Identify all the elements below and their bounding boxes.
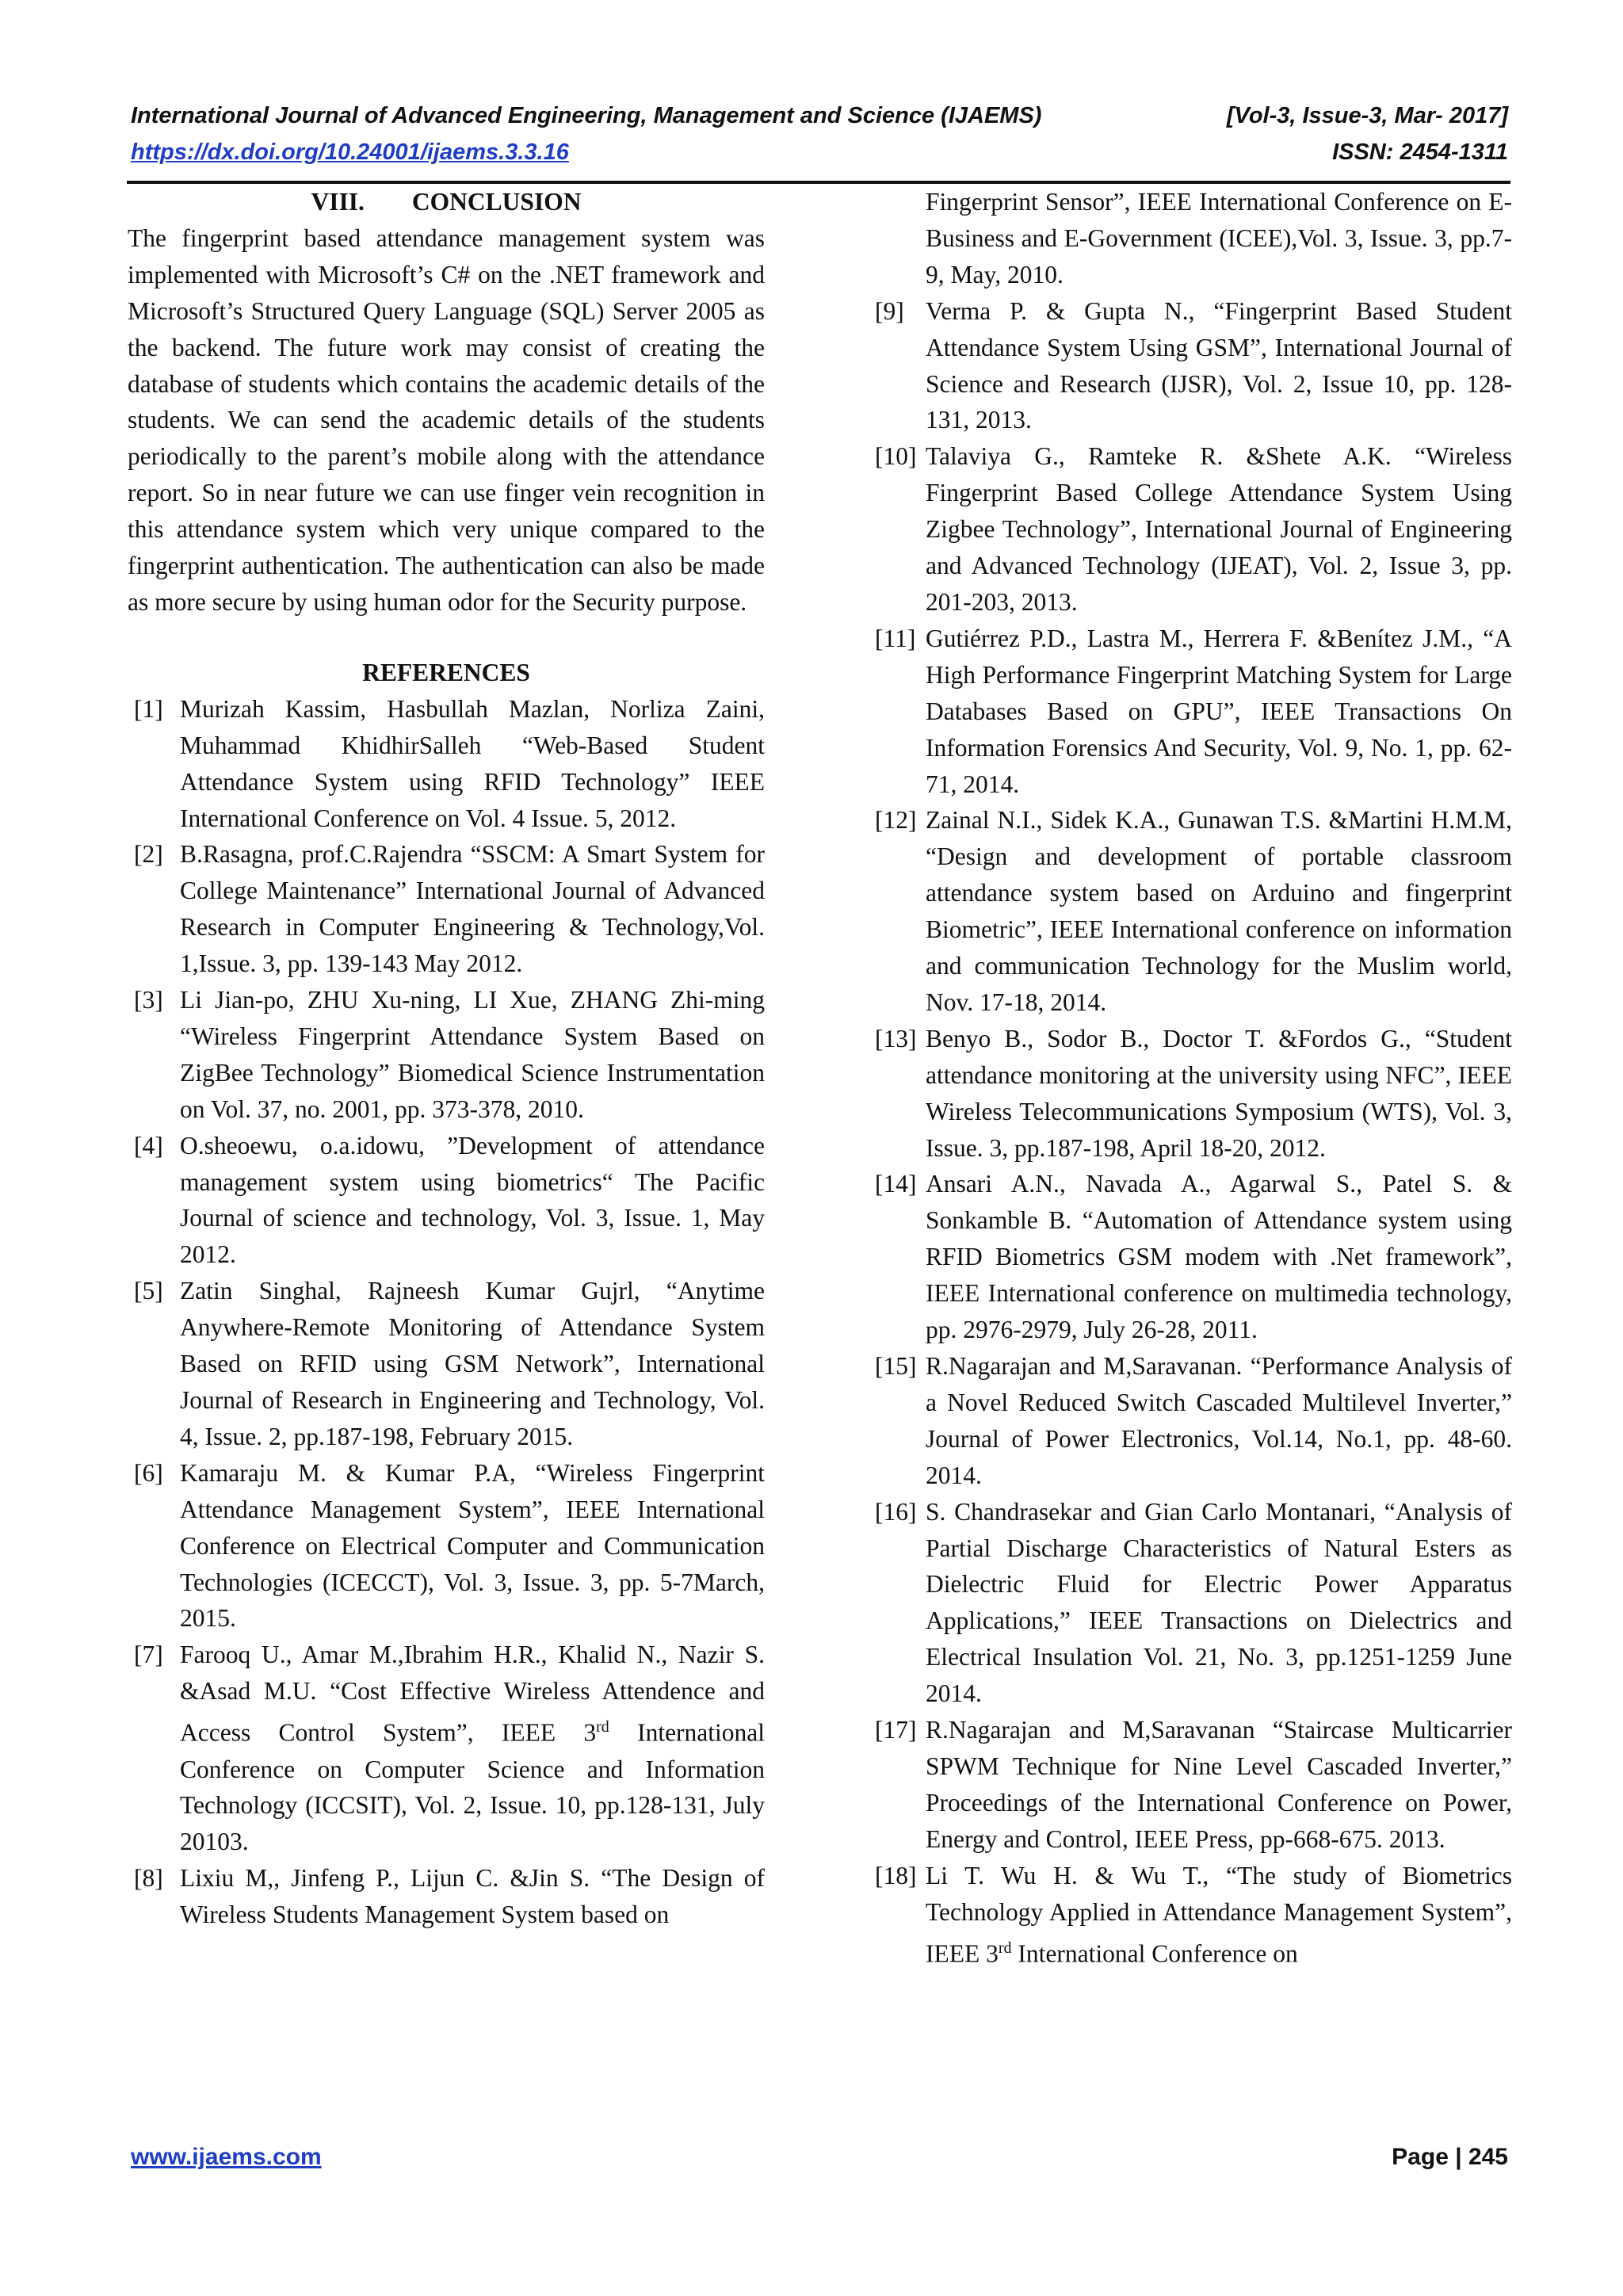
reference-item [873, 1494, 1512, 1712]
header-row-1 [131, 100, 1508, 136]
left-column [128, 184, 765, 1933]
conclusion-text: The fingerprint based attendance management system was implemented with Microsoft’s C# on the .NET framework and Microsoft’s Structured Query Language (SQL) Server 2005 as the backend. The future work may consist of creating the database of students which contains the academic details of the students. We can send the academic details of the students periodically to the parent’s mobile along with the attendance report. So in near future we can use finger vein recognition in this attendance system which very unique compared to the fingerprint authentication. The authentication can also be made as more secure by using human odor for the Security purpose. [128, 223, 765, 616]
reference-number: [3] [134, 986, 163, 1014]
page-number: Page | 245 [1392, 2144, 1508, 2170]
reference-text: Benyo B., Sodor B., Doctor T. &Fordos G., “Student attendance monitoring at the university using NFC”, IEEE Wireless Telecommunications Symposium (WTS), Vol. 3, Issue. 3, pp.187-198, April 18-20, 2012. [926, 1024, 1512, 1162]
section-spacer [128, 621, 765, 655]
running-header [131, 100, 1508, 173]
reference-number: [17] [875, 1716, 917, 1744]
issn: ISSN: 2454-1311 [1332, 139, 1508, 165]
reference-text-wrap [926, 1858, 1512, 1972]
reference-text: Zatin Singhal, Rajneesh Kumar Gujrl, “Anytime Anywhere-Remote Monitoring of Attendance System Based on RFID using GSM Network”, International Journal of Research in Engineering and Technology, Vol. 4, Issue. 2, pp.187-198, February 2015. [180, 1277, 765, 1450]
reference-number: [9] [875, 296, 904, 325]
reference-text-tail: International Conference on Computer Science and Information Technology (ICCSIT), Vol. 2, Issue. 10, pp.128-131, July 20103. [180, 1718, 766, 1856]
section-title: CONCLUSION [411, 188, 582, 216]
reference-number: [14] [875, 1170, 917, 1198]
reference-item [128, 1273, 765, 1455]
reference-item [873, 621, 1512, 803]
reference-text: Murizah Kassim, Hasbullah Mazlan, Norliza Zaini, Muhammad KhidhirSalleh “Web-Based Student Attendance System using RFID Technology” IEEE International Conference on Vol. 4 Issue. 5, 2012. [180, 694, 765, 832]
reference-number: [10] [875, 442, 917, 471]
reference-text: B.Rasagna, prof.C.Rajendra “SSCM: A Smart System for College Maintenance” International Journal of Advanced Research in Computer Engineering & Technology,Vol. 1,Issue. 3, pp. 139-143 May 2012. [180, 840, 765, 978]
reference-number: [13] [875, 1024, 917, 1052]
reference-item [873, 1712, 1512, 1858]
conclusion-heading [128, 184, 765, 220]
reference-text: Farooq U., Amar M.,Ibrahim H.R., Khalid N., Nazir S. &Asad M.U. “Cost Effective Wireless Attendence and Access Control System”, IEEE 3 [180, 1641, 765, 1747]
volume-issue: [Vol-3, Issue-3, Mar- 2017] [1226, 103, 1508, 128]
reference-number: [16] [875, 1497, 917, 1526]
reference-item [873, 293, 1512, 439]
reference-text-tail: International Conference on [1018, 1939, 1298, 1967]
reference-item [128, 1128, 765, 1274]
reference-number: [8] [134, 1864, 163, 1893]
ordinal-suffix: rd [596, 1718, 609, 1736]
reference-text: Lixiu M,, Jinfeng P., Lijun C. &Jin S. “The Design of Wireless Students Management System based on [180, 1864, 765, 1929]
reference-number: [4] [134, 1131, 163, 1159]
reference-item [128, 1860, 765, 1933]
reference-number: [1] [134, 694, 163, 723]
reference-item [128, 691, 765, 837]
reference-item [873, 802, 1512, 1020]
reference-text: R.Nagarajan and M,Saravanan “Staircase Multicarrier SPWM Technique for Nine Level Cascaded Inverter,” Proceedings of the International Conference on Power, Energy and Control, IEEE Press, pp-668-675. 2013. [926, 1716, 1512, 1853]
ordinal-suffix: rd [998, 1939, 1012, 1957]
reference-text: Verma P. & Gupta N., “Fingerprint Based Student Attendance System Using GSM”, International Journal of Science and Research (IJSR), Vol. 2, Issue 10, pp. 128-131, 2013. [926, 296, 1512, 434]
reference-item [128, 836, 765, 982]
doi-link[interactable]: https://dx.doi.org/10.24001/ijaems.3.3.16 [131, 139, 569, 165]
reference-number: [7] [134, 1641, 163, 1669]
reference-number: [12] [875, 806, 917, 835]
reference-text: Li Jian-po, ZHU Xu-ning, LI Xue, ZHANG Zhi-ming “Wireless Fingerprint Attendance System Based on ZigBee Technology” Biomedical Science Instrumentation on Vol. 37, no. 2001, pp. 373-378, 2010. [180, 986, 765, 1123]
reference-number: [11] [875, 624, 916, 652]
section-number: VIII. [311, 188, 365, 216]
reference-continuation: Fingerprint Sensor”, IEEE International Conference on E-Business and E-Government (ICEE),Vol. 3, Issue. 3, pp.7-9, May, 2010. [926, 188, 1512, 288]
reference-text: Talaviya G., Ramteke R. &Shete A.K. “Wireless Fingerprint Based College Attendance System Using Zigbee Technology”, International Journal of Engineering and Advanced Technology (IJEAT), Vol. 2, Issue 3, pp. 201-203, 2013. [926, 442, 1512, 616]
reference-number: [6] [134, 1458, 163, 1487]
reference-text: O.sheoewu, o.a.idowu, ”Development of attendance management system using biometrics“ The Pacific Journal of science and technology, Vol. 3, Issue. 1, May 2012. [180, 1131, 765, 1269]
references-heading: REFERENCES [362, 658, 530, 686]
reference-text: Kamaraju M. & Kumar P.A, “Wireless Fingerprint Attendance Management System”, IEEE International Conference on Electrical Computer and Communication Technologies (ICECCT), Vol. 3, Issue. 3, pp. 5-7March, 2015. [180, 1458, 765, 1633]
reference-item [873, 1166, 1512, 1348]
right-column [873, 184, 1512, 1972]
reference-number: [15] [875, 1352, 917, 1380]
reference-item [873, 1348, 1512, 1494]
reference-item [873, 438, 1512, 621]
reference-text: Li T. Wu H. & Wu T., “The study of Biometrics Technology Applied in Attendance Management System”, IEEE 3 [926, 1861, 1512, 1967]
reference-number: [2] [134, 840, 163, 869]
reference-item [873, 1858, 1512, 1972]
reference-item [128, 1637, 765, 1860]
page-footer [131, 2144, 1508, 2171]
header-row-2 [131, 136, 1508, 173]
journal-title: International Journal of Advanced Engineering, Management and Science (IJAEMS) [131, 103, 1042, 128]
reference-text: S. Chandrasekar and Gian Carlo Montanari, “Analysis of Partial Discharge Characteristics of Natural Esters as Dielectric Fluid for Electric Power Apparatus Applications,” IEEE Transactions on Dielectrics and Electrical Insulation Vol. 21, No. 3, pp.1251-1259 June 2014. [926, 1497, 1512, 1708]
reference-number: [5] [134, 1277, 163, 1305]
reference-item [128, 1455, 765, 1637]
reference-item [873, 1021, 1512, 1167]
reference-number: [18] [875, 1861, 917, 1889]
reference-text-wrap [180, 1637, 765, 1860]
website-link[interactable]: www.ijaems.com [131, 2144, 322, 2170]
reference-text: Ansari A.N., Navada A., Agarwal S., Patel S. & Sonkamble B. “Automation of Attendance system using RFID Biometrics GSM modem with .Net framework”, IEEE International conference on multimedia technology, pp. 2976-2979, July 26-28, 2011. [926, 1170, 1512, 1344]
reference-item [128, 982, 765, 1128]
reference-text: R.Nagarajan and M,Saravanan. “Performance Analysis of a Novel Reduced Switch Cascaded Multilevel Inverter,” Journal of Power Electronics, Vol.14, No.1, pp. 48-60. 2014. [926, 1352, 1512, 1489]
reference-text: Gutiérrez P.D., Lastra M., Herrera F. &Benítez J.M., “A High Performance Fingerprint Matching System for Large Databases Based on GPU”, IEEE Transactions On Information Forensics And Security, Vol. 9, No. 1, pp. 62-71, 2014. [926, 624, 1512, 798]
reference-text: Zainal N.I., Sidek K.A., Gunawan T.S. &Martini H.M.M, “Design and development of portable classroom attendance system based on Arduino and fingerprint Biometric”, IEEE International conference on information and communication Technology for the Muslim world, Nov. 17-18, 2014. [926, 806, 1512, 1016]
